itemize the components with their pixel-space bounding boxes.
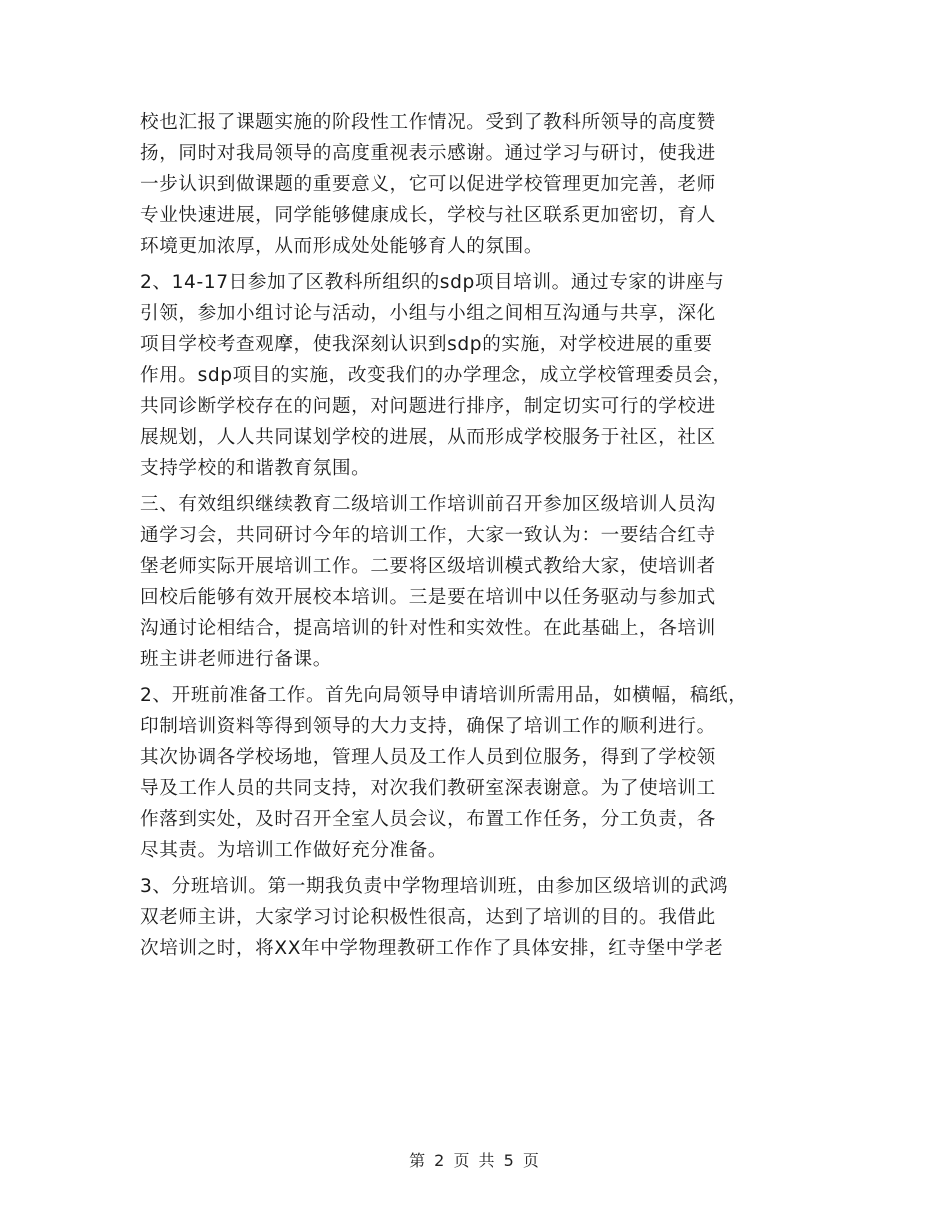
text-line: 尽其责。为培训工作做好充分准备。 — [140, 840, 448, 861]
text-line: 共同诊断学校存在的问题，对问题进行排序，制定切实可行的学校进 — [140, 396, 716, 417]
text-line: 支持学校的和谐教育氛围。 — [140, 458, 371, 479]
text-line: 2、开班前准备工作。首先向局领导申请培训所需用品，如横幅，稿纸， — [140, 685, 748, 706]
text-line: 回校后能够有效开展校本培训。三是要在培训中以任务驱动与参加式 — [140, 587, 716, 608]
text-line: 作落到实处，及时召开全室人员会议，布置工作任务，分工负责，各 — [140, 809, 716, 830]
document-body — [140, 107, 820, 964]
text-line: 校也汇报了课题实施的阶段性工作情况。受到了教科所领导的高度赞 — [140, 112, 716, 133]
text-line: 展规划，人人共同谋划学校的进展，从而形成学校服务于社区，社区 — [140, 427, 716, 448]
text-line: 班主讲老师进行备课。 — [140, 649, 332, 670]
text-line: 引领，参加小组讨论与活动，小组与小组之间相互沟通与共享，深化 — [140, 303, 716, 324]
text-line: 一步认识到做课题的重要意义，它可以促进学校管理更加完善，老师 — [140, 174, 716, 195]
text-line: 项目学校考查观摩，使我深刻认识到sdp的实施，对学校进展的重要 — [140, 334, 713, 355]
text-line: 3、分班培训。第一期我负责中学物理培训班，由参加区级培训的武鸿 — [140, 876, 729, 897]
text-line: 次培训之时，将XX年中学物理教研工作作了具体安排，红寺堡中学老 — [140, 938, 724, 959]
text-line: 三、有效组织继续教育二级培训工作培训前召开参加区级培训人员沟 — [140, 494, 716, 515]
text-line: 其次协调各学校场地，管理人员及工作人员到位服务，得到了学校领 — [140, 747, 716, 768]
text-line: 专业快速进展，同学能够健康成长，学校与社区联系更加密切，育人 — [140, 205, 716, 226]
page-footer: 第 2 页 共 5 页 — [409, 1151, 541, 1170]
text-line: 堡老师实际开展培训工作。二要将区级培训模式教给大家，使培训者 — [140, 556, 716, 577]
text-line: 扬，同时对我局领导的高度重视表示感谢。通过学习与研讨，使我进 — [140, 143, 716, 164]
text-line: 通学习会，共同研讨今年的培训工作，大家一致认为：一要结合红寺 — [140, 525, 716, 546]
text-line: 沟通讨论相结合，提高培训的针对性和实效性。在此基础上，各培训 — [140, 618, 716, 639]
text-line: 印制培训资料等得到领导的大力支持，确保了培训工作的顺利进行。 — [140, 716, 716, 737]
text-line: 环境更加浓厚，从而形成处处能够育人的氛围。 — [140, 236, 544, 257]
text-line: 2、14-17日参加了区教科所组织的sdp项目培训。通过专家的讲座与 — [140, 272, 725, 293]
text-line: 双老师主讲，大家学习讨论积极性很高，达到了培训的目的。我借此 — [140, 907, 716, 928]
text-line: 导及工作人员的共同支持，对次我们教研室深表谢意。为了使培训工 — [140, 778, 716, 799]
text-line: 作用。sdp项目的实施，改变我们的办学理念，成立学校管理委员会， — [140, 365, 732, 386]
